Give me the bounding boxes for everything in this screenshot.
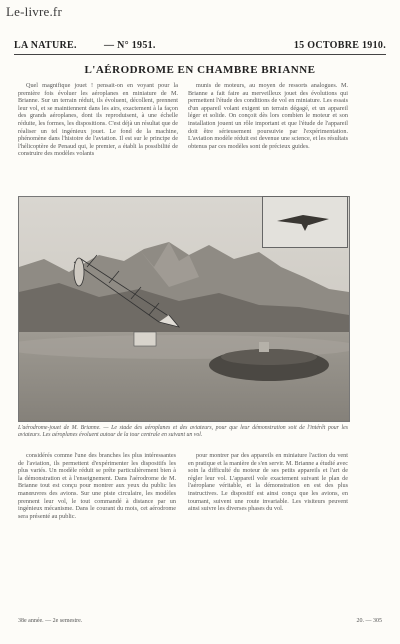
intro-column-left xyxy=(18,82,178,192)
lower-paragraph-left: considérés comme l'une des branches les plus intéressantes de l'aviation, ils permettent d'expérimenter les dispositifs les plus variés. Un modèle réduit se prête particulièrement bien à la démonstration et à l'enseignement. Dans l'aérodrome de M. Brianne tout est conçu pour montrer aux yeux du public les manœuvres des avions. Sur une piste circulaire, les modèles prennent leur vol, le tout commandé à distance par un ingénieux mécanisme. Dans le courant du mois, cet aérodrome sera présenté au public. xyxy=(18,452,176,520)
lower-column-right xyxy=(188,452,348,612)
page-header xyxy=(14,40,386,51)
header-rule xyxy=(14,54,386,55)
photo-caption: L'aérodrome-jouet de M. Brianne. — Le stade des aéroplanes et des aviateurs, pour que leur démonstration soit de l'intérêt pour les aviateurs. Les aéroplanes évoluent autour de la tour centrale en suivant un vol. xyxy=(18,425,348,439)
lower-column-left xyxy=(18,452,176,612)
intro-paragraph-left: Quel magnifique jouet ! pensait-on en voyant pour la première fois évoluer les aéroplanes en miniature de M. Brianne. Sur un terrain réduit, ils évoluent, décollent, prennent leur vol, et se maintiennent dans les airs, exactement à la façon des grands aéroplanes, dont ils reproduisent, à une échelle réduite, les formes, les dispositions. C'est déjà un résultat que de réaliser un tel ingénieux jouet. Le fond de la machine, phénomène dans l'histoire de l'aviation. Il est sur le principe de l'hélicoptère de Penaud qui, le premier, a établi la possibilité de construire des modèles volants xyxy=(18,82,178,158)
magazine-name: LA NATURE. xyxy=(14,40,77,51)
footer-right: 20. — 305 xyxy=(356,618,382,624)
article-title: L'AÉRODROME EN CHAMBRE BRIANNE xyxy=(84,64,316,76)
issue-date: 15 OCTOBRE 1910. xyxy=(293,40,386,51)
watermark: Le-livre.fr xyxy=(6,4,62,19)
issue-number: — N° 1951. xyxy=(104,40,156,51)
intro-paragraph-right: munis de moteurs, au moyen de ressorts analogues. M. Brianne a fait faire au merveilleux jouet des évolutions qui permettent l'étude des conditions de vol en miniature. Les essais d'un appareil volant exigent un terrain dégagé, et un appareil léger et solide. On conçoit dès lors combien le moteur et son installation jouent un rôle important et que l'étude de l'appareil doit être sérieusement poursuivie par l'expérimentation. L'aviation modèle réduit est devenue une science, et les résultats obtenus par ces modèles sont de précieux guides. xyxy=(188,82,348,150)
intro-column-right xyxy=(188,82,348,192)
lower-paragraph-right: pour montrer par des appareils en miniature l'action du vent en pratique et la manière de s'en servir. M. Brianne a étudié avec soin la difficulté du moteur de ses petits appareils et l'art de régler leur vol. L'appareil vole exactement suivant le plan de l'aéroplane véritable, et la démonstration en est des plus instructives. Le dispositif est ainsi conçu que les avions, en tournant, suivent une route invariable. Les visiteurs peuvent ainsi suivre les diverses phases du vol. xyxy=(188,452,348,513)
inset-photo xyxy=(262,196,348,248)
page-footer xyxy=(18,618,382,624)
footer-left: 38e année. — 2e semestre. xyxy=(18,618,83,624)
